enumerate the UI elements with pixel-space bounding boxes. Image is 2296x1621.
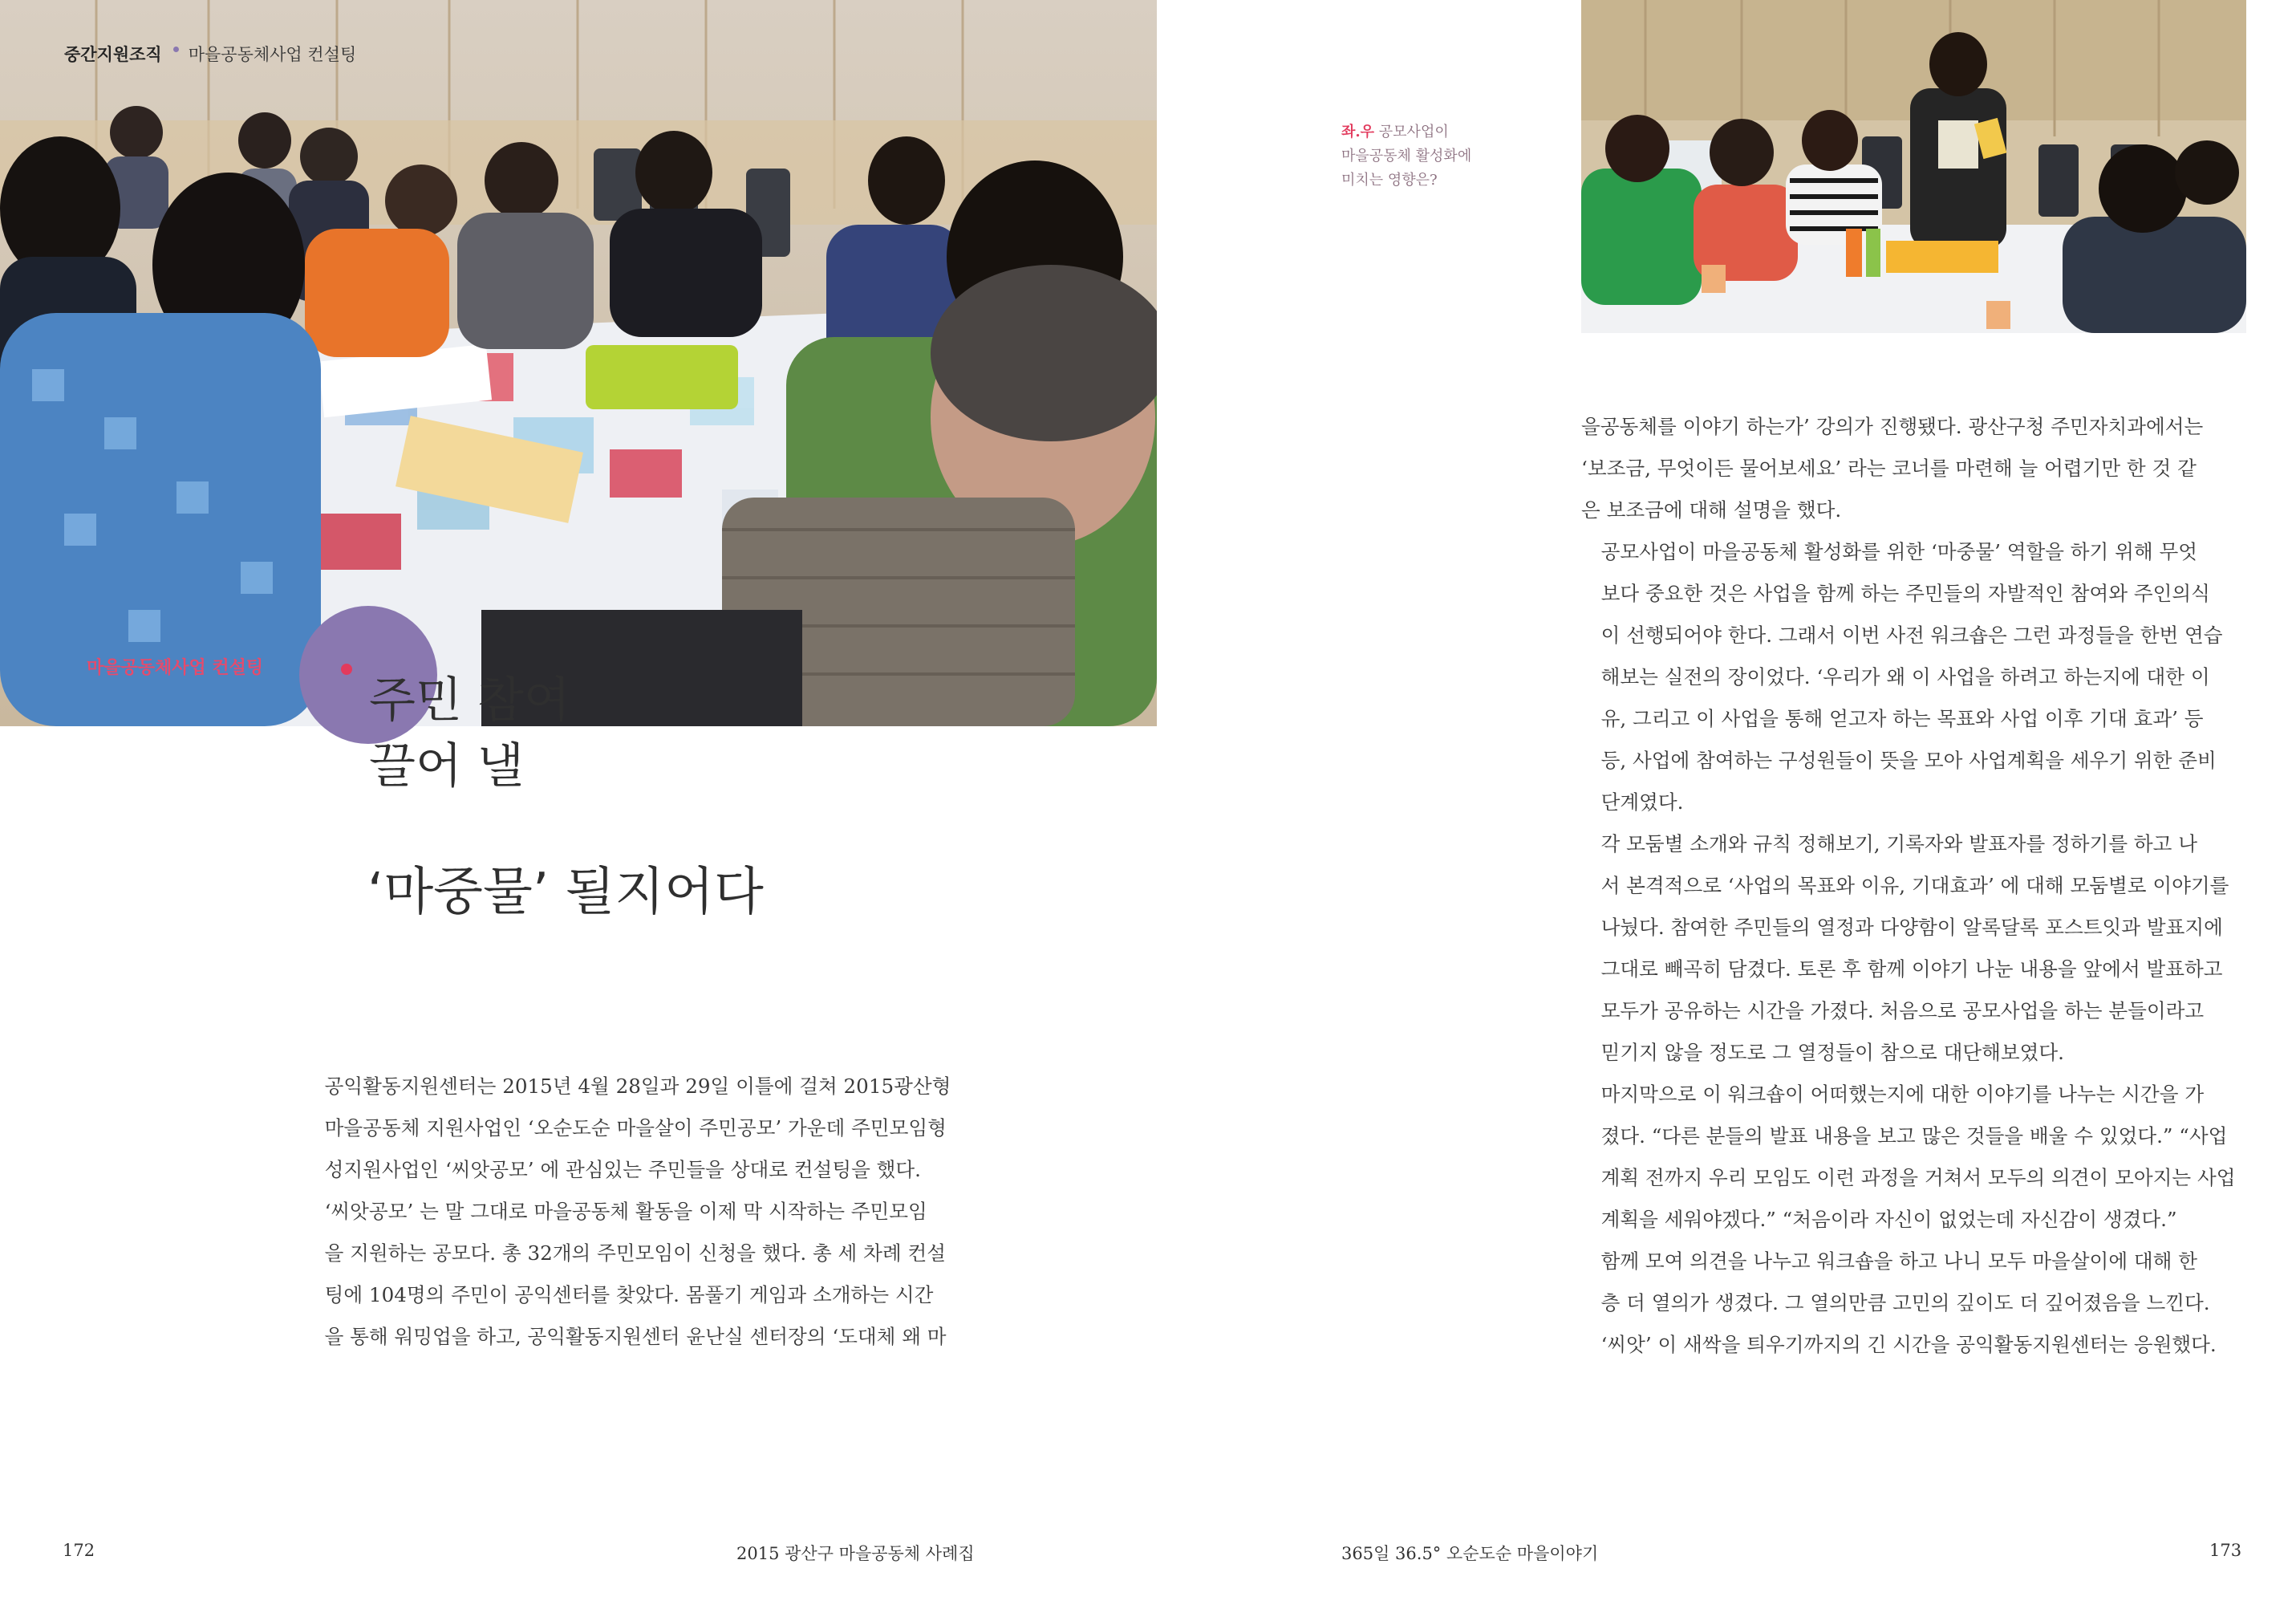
photo-caption bbox=[1341, 120, 1471, 193]
paragraph bbox=[1581, 1241, 2246, 1366]
page-number-right: 173 bbox=[2209, 1541, 2242, 1560]
text-line: 공모사업이 마을공동체 활성화를 위한 ‘마중물’ 역할을 하기 위해 무엇 bbox=[1600, 540, 2197, 563]
paragraph bbox=[1581, 531, 2246, 823]
paragraph bbox=[305, 1191, 963, 1358]
caption-line: 미치는 영향은? bbox=[1341, 172, 1438, 189]
text-line: 해보는 실전의 장이었다. ‘우리가 왜 이 사업을 하려고 하는지에 대한 이 bbox=[1600, 665, 2210, 689]
section-name: 중간지원조직 bbox=[64, 45, 162, 64]
bullet-dot bbox=[173, 47, 179, 52]
text-line: 각 모둠별 소개와 규칙 정해보기, 기록자와 발표자를 정하기를 하고 나 bbox=[1600, 832, 2197, 855]
workshop-photo-left bbox=[0, 0, 1157, 726]
text-line: 졌다. “다른 분들의 발표 내용을 보고 많은 것들을 배울 수 있었다.” “사업 bbox=[1600, 1124, 2228, 1148]
text-line: 모두가 공유하는 시간을 가졌다. 처음으로 공모사업을 하는 분들이라고 bbox=[1600, 999, 2205, 1022]
book-title-left: 2015 광산구 마을공동체 사례집 bbox=[736, 1544, 975, 1563]
subtitle: ‘마중물’ 될지어다 bbox=[367, 863, 764, 922]
body-text-right bbox=[1581, 406, 2246, 1366]
text-line: 층 더 열의가 생겼다. 그 열의만큼 고민의 깊이도 더 깊어졌음을 느낀다. bbox=[1600, 1291, 2210, 1314]
text-line: 나눴다. 참여한 주민들의 열정과 다양함이 알록달록 포스트잇과 발표지에 bbox=[1600, 916, 2223, 939]
text-line: 함께 모여 의견을 나누고 워크숍을 하고 나니 모두 마을살이에 대해 한 bbox=[1600, 1249, 2197, 1273]
paragraph bbox=[1581, 406, 2246, 531]
text-line: 마지막으로 이 워크숍이 어떠했는지에 대한 이야기를 나누는 시간을 가 bbox=[1600, 1083, 2205, 1106]
workshop-photo-right bbox=[1581, 0, 2246, 333]
text-line: 공익활동지원센터는 2015년 4월 28일과 29일 이틀에 걸쳐 2015광산형 bbox=[324, 1075, 951, 1098]
paragraph bbox=[305, 1066, 963, 1191]
text-line: 서 본격적으로 ‘사업의 목표와 이유, 기대효과’ 에 대해 모둠별로 이야기를 bbox=[1600, 874, 2229, 897]
text-line: 그대로 빼곡히 담겼다. 토론 후 함께 이야기 나눈 내용을 앞에서 발표하고 bbox=[1600, 957, 2223, 981]
category-tag: 마을공동체사업 컨설팅 bbox=[87, 658, 264, 678]
text-line: 계획을 세워야겠다.” “처음이라 자신이 없었는데 자신감이 생겼다.” bbox=[1600, 1208, 2177, 1231]
text-line: 을 통해 워밍업을 하고, 공익활동지원센터 윤난실 센터장의 ‘도대체 왜 마 bbox=[324, 1325, 947, 1348]
text-line: 믿기지 않을 정도로 그 열정들이 참으로 대단해보였다. bbox=[1600, 1041, 2064, 1064]
caption-line: 마을공동체 활성화에 bbox=[1341, 148, 1472, 165]
text-line: 등, 사업에 참여하는 구성원들이 뜻을 모아 사업계획을 세우기 위한 준비 bbox=[1600, 749, 2217, 772]
book-title-right: 365일 36.5° 오순도순 마을이야기 bbox=[1341, 1544, 1599, 1563]
text-line: 단계였다. bbox=[1600, 790, 1684, 814]
text-line: 성지원사업인 ‘씨앗공모’ 에 관심있는 주민들을 상대로 컨설팅을 했다. bbox=[324, 1158, 921, 1181]
body-text-left bbox=[305, 1066, 963, 1358]
text-line: 은 보조금에 대해 설명을 했다. bbox=[1581, 498, 1842, 522]
headline-line: 끌어 낼 bbox=[369, 738, 524, 794]
paragraph bbox=[1581, 1074, 2246, 1241]
running-head bbox=[64, 42, 356, 66]
caption-label: 좌.우 bbox=[1341, 124, 1375, 140]
text-line: 을 지원하는 공모다. 총 32개의 주민모임이 신청을 했다. 총 세 차례 컨설 bbox=[324, 1241, 946, 1265]
text-line: 유, 그리고 이 사업을 통해 얻고자 하는 목표와 사업 이후 기대 효과’ 등 bbox=[1600, 707, 2204, 730]
text-line: 이 선행되어야 한다. 그래서 이번 사전 워크숍은 그런 과정들을 한번 연습 bbox=[1600, 624, 2223, 647]
text-line: ‘보조금, 무엇이든 물어보세요’ 라는 코너를 마련해 늘 어렵기만 한 것 같 bbox=[1581, 457, 2197, 480]
subsection-name: 마을공동체사업 컨설팅 bbox=[188, 45, 357, 64]
text-line: 을공동체를 이야기 하는가’ 강의가 진행됐다. 광산구청 주민자치과에서는 bbox=[1581, 415, 2204, 438]
pink-dot bbox=[341, 664, 352, 675]
text-line: 마을공동체 지원사업인 ‘오순도순 마을살이 주민공모’ 가운데 주민모임형 bbox=[324, 1116, 947, 1140]
headline bbox=[369, 668, 570, 799]
text-line: 팅에 104명의 주민이 공익센터를 찾았다. 몸풀기 게임과 소개하는 시간 bbox=[324, 1283, 934, 1306]
paragraph bbox=[1581, 823, 2246, 1074]
headline-line: 주민 참여 bbox=[369, 672, 570, 729]
page-number-left: 172 bbox=[63, 1541, 95, 1560]
text-line: 계획 전까지 우리 모임도 이런 과정을 거쳐서 모두의 의견이 모아지는 사업 bbox=[1600, 1166, 2236, 1189]
text-line: ‘씨앗’ 이 새싹을 틔우기까지의 긴 시간을 공익활동지원센터는 응원했다. bbox=[1600, 1333, 2217, 1356]
text-line: 보다 중요한 것은 사업을 함께 하는 주민들의 자발적인 참여와 주인의식 bbox=[1600, 582, 2210, 605]
caption-line: 공모사업이 bbox=[1378, 124, 1449, 140]
text-line: ‘씨앗공모’ 는 말 그대로 마을공동체 활동을 이제 막 시작하는 주민모임 bbox=[324, 1200, 927, 1223]
